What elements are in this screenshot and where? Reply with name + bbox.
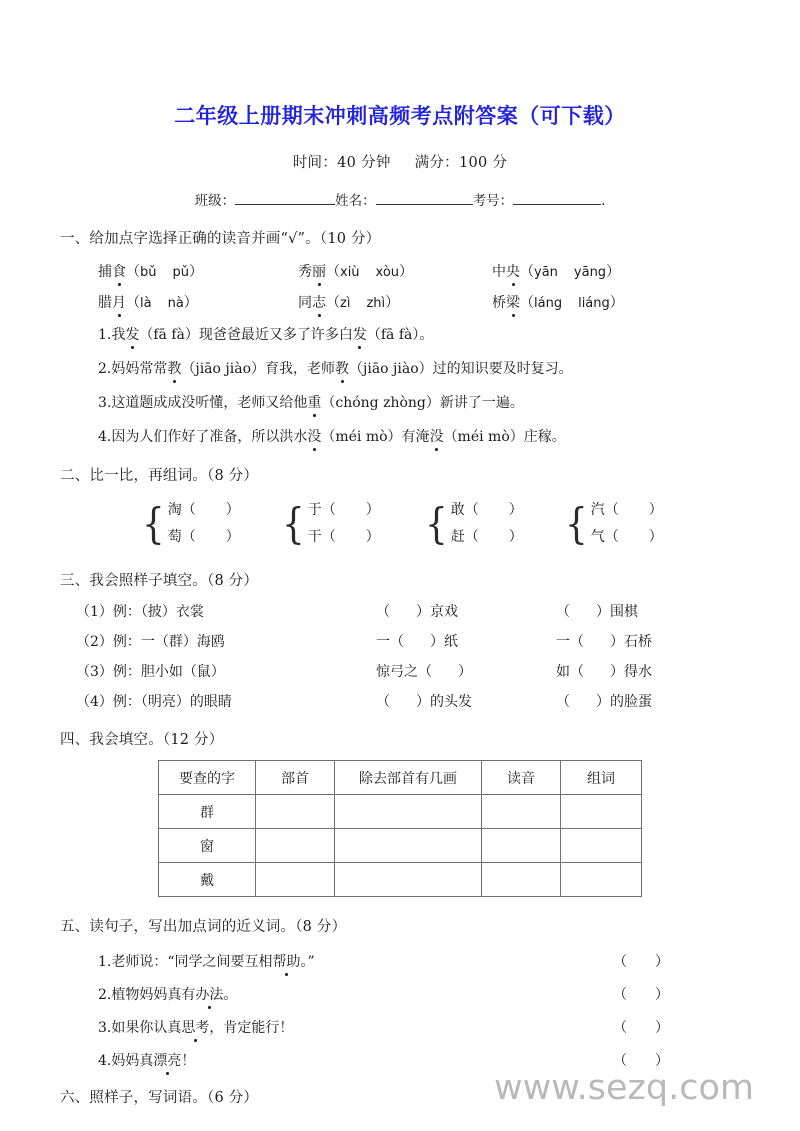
- cell-pronunciation[interactable]: [482, 863, 561, 897]
- class-blank[interactable]: [235, 192, 335, 205]
- brace-item-top[interactable]: 淘（ ）: [167, 502, 240, 518]
- brace-item-bottom[interactable]: 气（ ）: [590, 529, 663, 545]
- student-info-line: [60, 189, 740, 209]
- cell-radical[interactable]: [256, 829, 335, 863]
- pinyin-word-6: 桥梁（láng liáng）: [492, 292, 624, 312]
- synonym-sentence: 1.老师说：“同学之间要互相帮助。”: [98, 951, 315, 971]
- table-row: [159, 795, 642, 829]
- fill-blank-item[interactable]: 一（ ）纸: [376, 634, 458, 650]
- left-brace-icon: {: [425, 499, 448, 548]
- fill-blank-item[interactable]: 如（ ）得水: [556, 664, 652, 680]
- left-brace-icon: {: [565, 499, 588, 548]
- fill-row-1: [76, 601, 740, 620]
- pinyin-word-3: 中央（yān yāng）: [492, 261, 620, 281]
- pinyin-row-1: [98, 261, 740, 279]
- synonym-row-3: [98, 1017, 740, 1035]
- synonym-sentence: 3.如果你认真思考，肯定能行！: [98, 1017, 293, 1037]
- left-brace-icon: {: [282, 499, 305, 548]
- fill-example: （4）例：（明亮）的眼睛: [76, 694, 232, 710]
- pinyin-row-2: [98, 292, 740, 310]
- pinyin-sentence-2: 2.妈妈常常教（jiāo jiào）育我，老师教（jiāo jiào）过的知识要及时复习。: [98, 358, 740, 378]
- col-header-radical: 部首: [256, 761, 335, 795]
- cell-strokes[interactable]: [335, 795, 482, 829]
- fill-blank-item[interactable]: （ ）的脸蛋: [556, 694, 652, 710]
- cell-strokes[interactable]: [335, 829, 482, 863]
- brace-group-3: [423, 497, 523, 551]
- synonym-answer-blank[interactable]: （ ）: [613, 1020, 669, 1036]
- cell-word[interactable]: [561, 863, 642, 897]
- fill-example: （1）例：（披）衣裳: [76, 604, 204, 620]
- cell-word[interactable]: [561, 795, 642, 829]
- brace-item-top[interactable]: 汽（ ）: [590, 502, 663, 518]
- compare-words-area: [140, 497, 740, 551]
- fill-blank-item[interactable]: （ ）京戏: [376, 604, 458, 620]
- pinyin-sentence-1: 1.我发（fā fà）现爸爸最近又多了许多白发（fā fà）。: [98, 324, 740, 344]
- brace-item-top[interactable]: 于（ ）: [307, 502, 380, 518]
- brace-group-1: [140, 497, 240, 551]
- exam-time: 时间：40 分钟: [292, 155, 391, 171]
- synonym-row-4: [98, 1050, 740, 1068]
- section-5-heading: 五、读句子，写出加点词的近义词。（8 分）: [60, 919, 347, 935]
- col-header-pronunciation: 读音: [482, 761, 561, 795]
- fill-blank-item[interactable]: 惊弓之（ ）: [376, 664, 472, 680]
- col-header-char: 要查的字: [159, 761, 256, 795]
- fill-blank-item[interactable]: （ ）的头发: [376, 694, 472, 710]
- cell-radical[interactable]: [256, 795, 335, 829]
- synonym-sentence: 4.妈妈真漂亮！: [98, 1050, 195, 1070]
- section-1-heading: 一、给加点字选择正确的读音并画“√”。（10 分）: [60, 231, 381, 247]
- class-label: 班级：: [194, 193, 236, 209]
- table-row: [159, 863, 642, 897]
- cell-char: 戴: [159, 863, 256, 897]
- cell-radical[interactable]: [256, 863, 335, 897]
- col-header-strokes: 除去部首有几画: [335, 761, 482, 795]
- synonym-answer-blank[interactable]: （ ）: [613, 1053, 669, 1069]
- exam-total-score: 满分：100 分: [414, 155, 508, 171]
- exam-no-label: 考号：: [472, 193, 514, 209]
- name-blank[interactable]: [376, 192, 473, 205]
- synonym-answer-blank[interactable]: （ ）: [613, 954, 669, 970]
- brace-item-top[interactable]: 敢（ ）: [450, 502, 523, 518]
- brace-item-bottom[interactable]: 萄（ ）: [167, 529, 240, 545]
- fill-row-3: [76, 661, 740, 680]
- synonym-answer-blank[interactable]: （ ）: [613, 987, 669, 1003]
- pinyin-sentence-4: 4.因为人们作好了准备，所以洪水没（méi mò）有淹没（méi mò）庄稼。: [98, 426, 740, 446]
- fill-blank-item[interactable]: （ ）围棋: [556, 604, 638, 620]
- cell-char: 窗: [159, 829, 256, 863]
- pinyin-sentence-3: 3.这道题成成没听懂，老师又给他重（chóng zhòng）新讲了一遍。: [98, 392, 740, 412]
- cell-pronunciation[interactable]: [482, 795, 561, 829]
- fill-row-2: [76, 631, 740, 650]
- trailing-dot: .: [601, 193, 606, 209]
- left-brace-icon: {: [142, 499, 165, 548]
- brace-group-2: [280, 497, 380, 551]
- fill-example: （2）例：一（群）海鸥: [76, 634, 225, 650]
- synonym-row-1: [98, 951, 740, 969]
- brace-group-4: [563, 497, 663, 551]
- section-3-heading: 三、我会照样子填空。（8 分）: [60, 573, 259, 589]
- section-6-heading: 六、照样子，写词语。（6 分）: [60, 1090, 259, 1106]
- synonym-row-2: [98, 984, 740, 1002]
- cell-pronunciation[interactable]: [482, 829, 561, 863]
- exam-meta-line: [60, 151, 740, 172]
- name-label: 姓名：: [335, 193, 376, 209]
- table-row: [159, 829, 642, 863]
- page-title: 二年级上册期末冲刺高频考点附答案（可下载）: [174, 103, 626, 128]
- site-watermark: www.sezq.com: [494, 1068, 755, 1108]
- brace-item-bottom[interactable]: 干（ ）: [307, 529, 380, 545]
- exam-no-blank[interactable]: [513, 192, 601, 205]
- section-4-heading: 四、我会填空。（12 分）: [60, 732, 224, 748]
- dictionary-table-wrap: [60, 760, 740, 897]
- pinyin-word-2: 秀丽（xiù xòu）: [298, 261, 413, 281]
- fill-blank-item[interactable]: 一（ ）石桥: [556, 634, 652, 650]
- cell-word[interactable]: [561, 829, 642, 863]
- table-header-row: [159, 761, 642, 795]
- pinyin-word-1: 捕食（bǔ pǔ）: [98, 261, 203, 281]
- cell-strokes[interactable]: [335, 863, 482, 897]
- pinyin-word-4: 腊月（là nà）: [98, 292, 198, 312]
- pinyin-word-5: 同志（zì zhì）: [298, 292, 399, 312]
- brace-item-bottom[interactable]: 赶（ ）: [450, 529, 523, 545]
- synonym-sentence: 2.植物妈妈真有办法。: [98, 984, 237, 1004]
- dictionary-lookup-table: [158, 760, 642, 897]
- col-header-word: 组词: [561, 761, 642, 795]
- fill-example: （3）例：胆小如（鼠）: [76, 664, 225, 680]
- cell-char: 群: [159, 795, 256, 829]
- fill-row-4: [76, 691, 740, 710]
- section-2-heading: 二、比一比，再组词。（8 分）: [60, 468, 259, 484]
